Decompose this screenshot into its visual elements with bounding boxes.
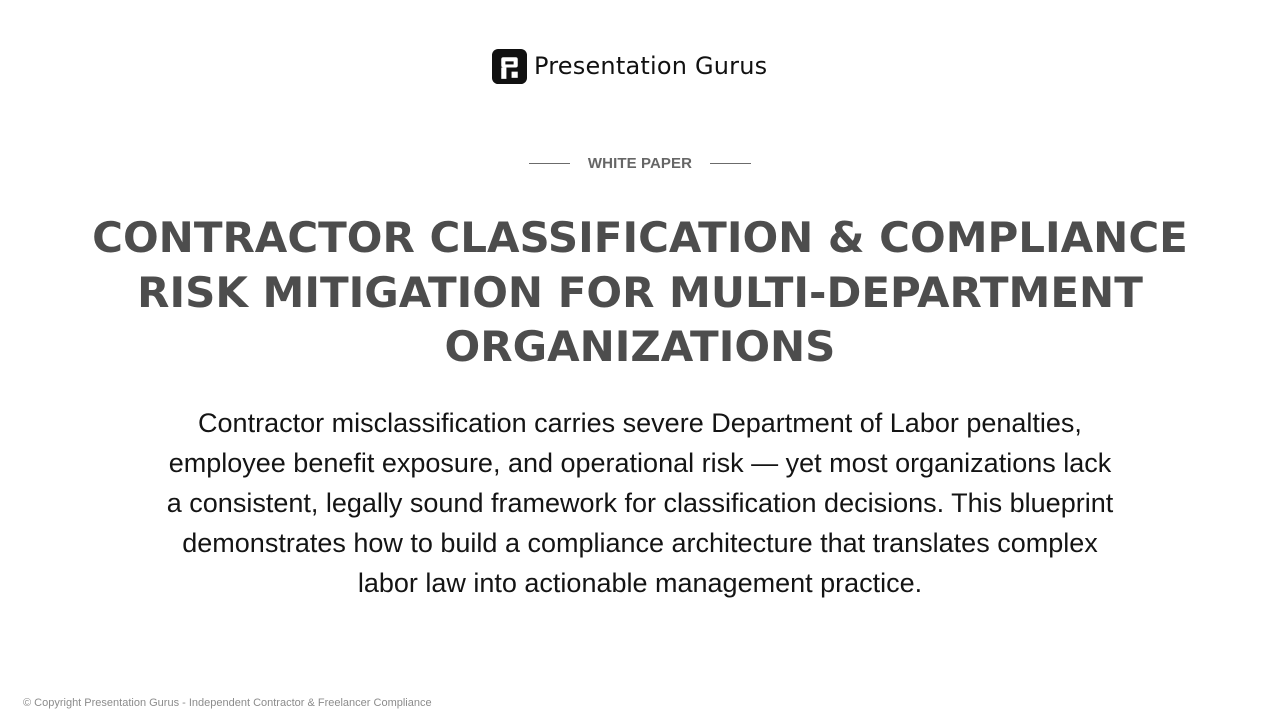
- presentation-gurus-logo-icon: [492, 49, 527, 84]
- summary-paragraph: Contractor misclassification carries severe Department of Labor penalties, employee benefit exposure, and operational risk — yet most organizations lack a consistent, legally sound framework for classification decisions. This blueprint demonstrates how to build a compliance architecture that translates complex labor law into actionable management practice.: [166, 408, 1114, 598]
- brand-logo: [492, 48, 767, 84]
- footer-copyright: © Copyright Presentation Gurus - Independent Contractor & Freelancer Compliance: [23, 697, 432, 709]
- eyebrow: [0, 150, 1280, 176]
- eyebrow-divider-right: [710, 163, 751, 164]
- eyebrow-divider-left: [529, 163, 570, 164]
- brand-name: Presentation Gurus: [534, 52, 768, 80]
- page-title: CONTRACTOR CLASSIFICATION & COMPLIANCE RISK MITIGATION FOR MULTI-DEPARTMENT ORGANIZATIONS: [92, 213, 1188, 371]
- eyebrow-label: WHITE PAPER: [587, 154, 693, 172]
